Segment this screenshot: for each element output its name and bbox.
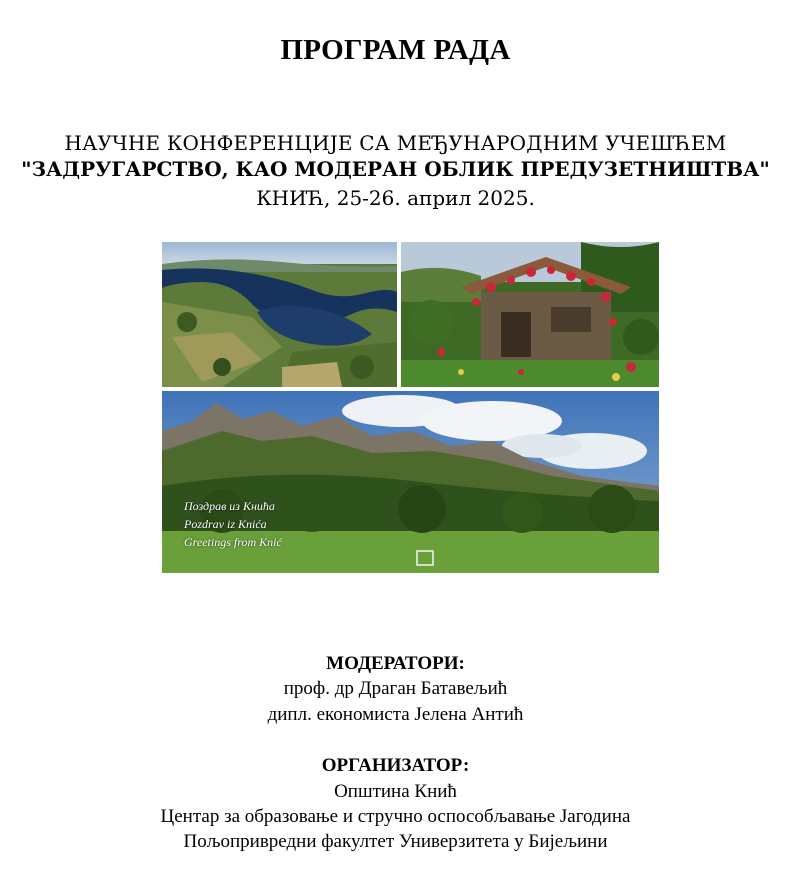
- greeting-line-english: Greetings from Knić: [184, 535, 282, 549]
- organizer-heading: ОРГАНИЗАТОР:: [321, 755, 470, 776]
- moderator-name: проф. др Драган Батавељић: [283, 678, 508, 699]
- cottage-roses-photo: [401, 242, 659, 387]
- moderators-heading: МОДЕРАТОРИ:: [326, 653, 465, 674]
- organizer-name: Центар за образовање и стручно оспособљавање Јагодина: [160, 806, 631, 827]
- lake-aerial-photo: [162, 242, 397, 387]
- conference-name: "ЗАДРУГАРСТВО, КАО МОДЕРАН ОБЛИК ПРЕДУЗЕТНИШТВА": [21, 157, 770, 181]
- mountain-landscape-photo: [162, 391, 659, 573]
- conference-place-date: КНИЋ, 25-26. април 2025.: [256, 186, 535, 210]
- organizer-name: Пољопривредни факултет Универзитета у Бијељини: [183, 831, 608, 852]
- organizer-name: Општина Кнић: [334, 781, 457, 802]
- greeting-line-cyrillic: Поздрав из Кнића: [184, 499, 275, 513]
- page-title: ПРОГРАМ РАДА: [280, 34, 511, 66]
- moderator-name: дипл. економиста Јелена Антић: [267, 704, 524, 725]
- conference-subtitle: НАУЧНЕ КОНФЕРЕНЦИЈЕ СА МЕЂУНАРОДНИМ УЧЕШЋЕМ: [64, 131, 727, 155]
- greeting-line-latin: Pozdrav iz Knića: [184, 517, 267, 531]
